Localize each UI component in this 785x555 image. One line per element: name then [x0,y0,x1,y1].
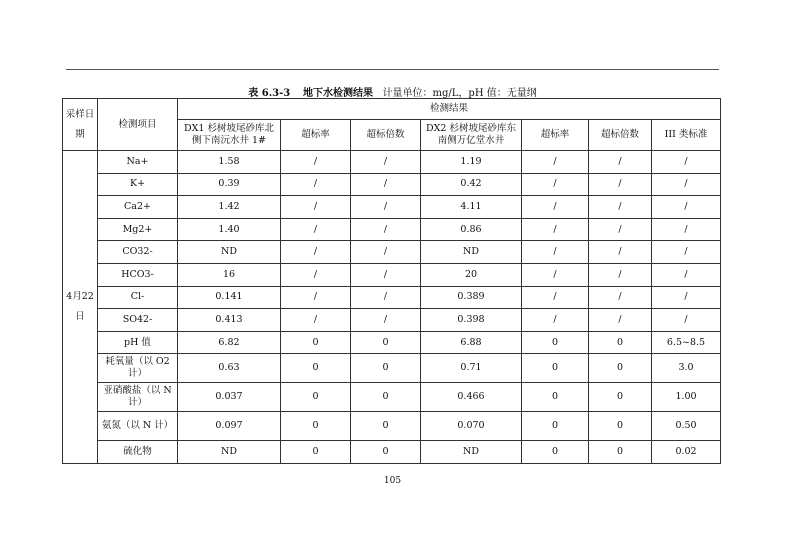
cell-dx1: 0.39 [178,173,281,196]
cell-dx1: 1.40 [178,218,281,241]
cell-std: 1.00 [652,383,721,412]
item-name: 亚硝酸盐（以 N计） [98,383,178,412]
cell-dx1: ND [178,441,281,464]
cell-m2: 0 [589,412,652,441]
cell-m2: 0 [589,331,652,354]
cell-dx1: 1.42 [178,196,281,219]
cell-r2: 0 [522,412,589,441]
table-row [63,331,721,354]
header-standard: III 类标准 [652,120,721,151]
header-item: 检测项目 [98,99,178,151]
table-row [63,441,721,464]
table-title: 地下水检测结果 [302,88,373,99]
table-row [63,286,721,309]
item-name: CO32- [98,241,178,264]
cell-dx2: 6.88 [421,331,522,354]
cell-std: 3.0 [652,354,721,383]
cell-m1: / [351,218,421,241]
cell-m2: 0 [589,383,652,412]
cell-std: / [652,173,721,196]
header-rule [66,69,719,70]
header-date: 采样日期 [63,99,98,151]
cell-dx2: 0.070 [421,412,522,441]
cell-m2: / [589,286,652,309]
cell-m1: 0 [351,354,421,383]
cell-r2: / [522,218,589,241]
cell-r2: 0 [522,331,589,354]
header-dx2: DX2 杉树坡尾砂库东南侧万亿堂水井 [421,120,522,151]
cell-std: / [652,151,721,174]
cell-dx1: 0.413 [178,309,281,332]
item-name: pH 值 [98,331,178,354]
groundwater-results-table [62,98,721,464]
cell-std: / [652,286,721,309]
cell-dx1: 0.097 [178,412,281,441]
header-results: 检测结果 [178,99,721,120]
item-name: SO42- [98,309,178,332]
cell-m1: / [351,196,421,219]
cell-dx2: 0.398 [421,309,522,332]
cell-r2: / [522,173,589,196]
page-number: 105 [383,476,402,486]
table-row [63,196,721,219]
header-exceed-rate-2: 超标率 [522,120,589,151]
table-row [63,263,721,286]
sampling-date: 4月22日 [63,151,98,464]
cell-m1: 0 [351,383,421,412]
cell-m1: 0 [351,441,421,464]
cell-r1: 0 [281,354,351,383]
cell-std: 0.02 [652,441,721,464]
cell-m2: / [589,173,652,196]
table-row [63,383,721,412]
cell-r2: / [522,151,589,174]
cell-r1: / [281,151,351,174]
item-name: 耗氧量（以 O2计） [98,354,178,383]
cell-dx2: ND [421,441,522,464]
item-name: 氨氮（以 N 计） [98,412,178,441]
cell-dx2: 0.389 [421,286,522,309]
cell-std: / [652,218,721,241]
header-exceed-mult-2: 超标倍数 [589,120,652,151]
cell-r1: 0 [281,412,351,441]
header-exceed-mult-1: 超标倍数 [351,120,421,151]
cell-r2: 0 [522,441,589,464]
header-dx1: DX1 杉树坡尾砂库北侧下南沅水井 1# [178,120,281,151]
cell-m1: / [351,286,421,309]
header-exceed-rate-1: 超标率 [281,120,351,151]
cell-r2: / [522,263,589,286]
cell-dx2: 0.42 [421,173,522,196]
item-name: Cl- [98,286,178,309]
cell-dx1: ND [178,241,281,264]
cell-dx2: ND [421,241,522,264]
cell-dx1: 0.141 [178,286,281,309]
cell-m2: 0 [589,354,652,383]
table-row [63,241,721,264]
cell-m1: 0 [351,331,421,354]
table-row [63,309,721,332]
cell-m2: / [589,263,652,286]
cell-dx1: 0.037 [178,383,281,412]
cell-r1: 0 [281,441,351,464]
cell-r1: / [281,309,351,332]
cell-std: / [652,196,721,219]
item-name: 硫化物 [98,441,178,464]
item-name: Na+ [98,151,178,174]
cell-m1: 0 [351,412,421,441]
cell-m2: / [589,309,652,332]
cell-std: / [652,241,721,264]
cell-m1: / [351,241,421,264]
cell-m1: / [351,173,421,196]
cell-r2: / [522,309,589,332]
item-name: Mg2+ [98,218,178,241]
cell-r1: / [281,173,351,196]
table-row [63,412,721,441]
cell-r1: 0 [281,331,351,354]
cell-std: 0.50 [652,412,721,441]
cell-m1: / [351,151,421,174]
cell-dx2: 4.11 [421,196,522,219]
cell-dx2: 1.19 [421,151,522,174]
cell-std: / [652,263,721,286]
cell-dx2: 20 [421,263,522,286]
item-name: HCO3- [98,263,178,286]
cell-dx2: 0.86 [421,218,522,241]
table-row [63,354,721,383]
cell-r2: / [522,241,589,264]
cell-r1: 0 [281,383,351,412]
cell-m1: / [351,309,421,332]
table-row [63,173,721,196]
cell-m2: / [589,218,652,241]
cell-dx1: 6.82 [178,331,281,354]
cell-r1: / [281,241,351,264]
cell-m2: 0 [589,441,652,464]
cell-dx2: 0.71 [421,354,522,383]
item-name: K+ [98,173,178,196]
cell-std: / [652,309,721,332]
cell-r2: / [522,286,589,309]
item-name: Ca2+ [98,196,178,219]
cell-r2: 0 [522,383,589,412]
cell-dx1: 1.58 [178,151,281,174]
cell-r1: / [281,218,351,241]
cell-dx2: 0.466 [421,383,522,412]
cell-r2: 0 [522,354,589,383]
cell-r1: / [281,196,351,219]
cell-dx1: 16 [178,263,281,286]
cell-r2: / [522,196,589,219]
table-units: 计量单位：mg/L，pH 值：无量纲 [382,88,537,99]
cell-m2: / [589,151,652,174]
cell-m1: / [351,263,421,286]
table-caption [66,84,719,99]
cell-dx1: 0.63 [178,354,281,383]
table-row [63,218,721,241]
cell-m2: / [589,196,652,219]
cell-r1: / [281,286,351,309]
cell-std: 6.5~8.5 [652,331,721,354]
cell-m2: / [589,241,652,264]
table-row [63,151,721,174]
cell-r1: / [281,263,351,286]
table-number: 表 6.3-3 [248,88,291,99]
